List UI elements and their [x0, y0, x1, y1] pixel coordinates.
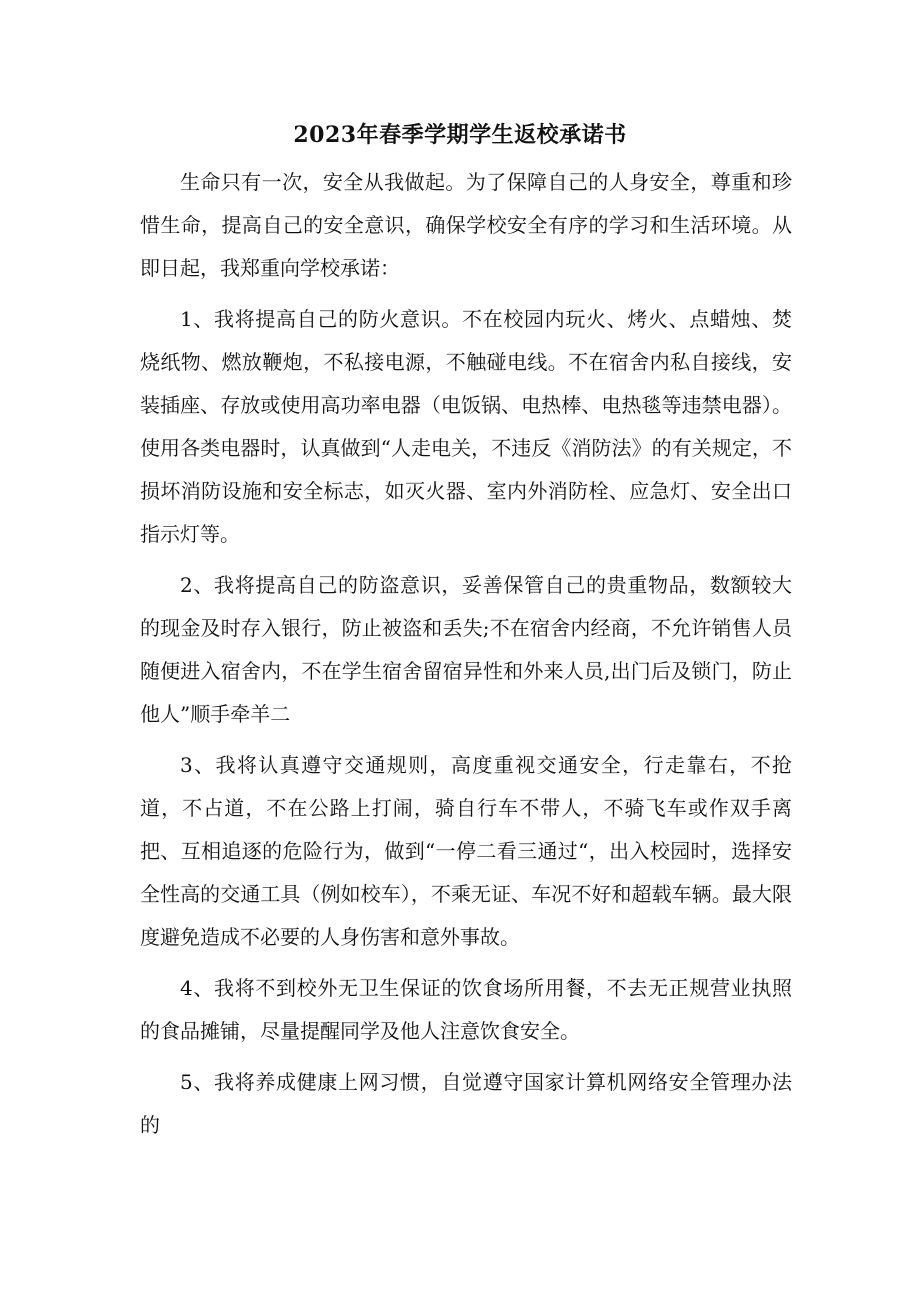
commitment-fire-safety: 1、我将提高自己的防火意识。不在校园内玩火、烤火、点蜡烛、焚烧纸物、燃放鞭炮，不私接电源，不触碰电线。不在宿舍内私自接线，安装插座、存放或使用高功率电器（电饭锅、电热棒、电热毯等违禁电器）。使用各类电器时，认真做到“人走电关，不违反《消防法》的有关规定，不损坏消防设施和安全标志，如灭火器、室内外消防栓、应急灯、安全出口指示灯等。 — [140, 307, 792, 546]
document-body — [140, 161, 792, 1155]
commitment-traffic-safety: 3、我将认真遵守交通规则，高度重视交通安全，行走靠右，不抢道，不占道，不在公路上打闹，骑自行车不带人，不骑飞车或作双手离把、互相追逐的危险行为，做到“一停二看三通过“，出入校园时，选择安全性高的交通工具（例如校车），不乘无证、车况不好和超载车辆。最大限度避免造成不必要的人身伤害和意外事故。 — [140, 753, 792, 949]
document-title: 2023年春季学期学生返校承诺书 — [293, 122, 627, 148]
intro-paragraph: 生命只有一次，安全从我做起。为了保障自己的人身安全，尊重和珍惜生命，提高自己的安全意识，确保学校安全有序的学习和生活环境。从即日起，我郑重向学校承诺： — [140, 170, 792, 280]
commitment-internet-safety: 5、我将养成健康上网习惯，自觉遵守国家计算机网络安全管理办法的 — [140, 1070, 792, 1137]
commitment-theft-prevention: 2、我将提高自己的防盗意识，妥善保管自己的贵重物品，数额较大的现金及时存入银行，防止被盗和丢失;不在宿舍内经商，不允许销售人员随便进入宿舍内，不在学生宿舍留宿异性和外来人员,出门后及锁门，防止他人”顺手牵羊二 — [140, 573, 792, 726]
commitment-food-safety: 4、我将不到校外无卫生保证的饮食场所用餐，不去无正规营业执照的食品摊铺，尽量提醒同学及他人注意饮食安全。 — [140, 976, 792, 1043]
